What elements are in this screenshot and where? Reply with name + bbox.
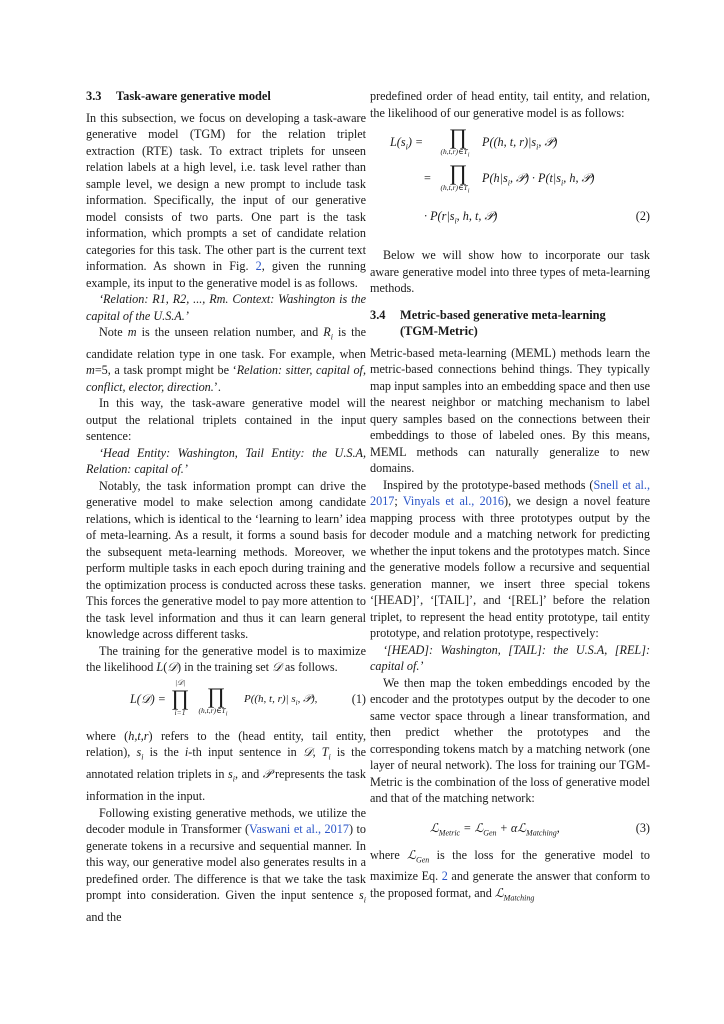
- left-column: [86, 88, 366, 926]
- example-output: ‘Head Entity: Washington, Tail Entity: the U.S.A, Relation: capital of.’: [86, 445, 366, 477]
- paragraph-intro: In this subsection, we focus on developing a task-aware generative model (TGM) for the relation triplet extraction (RTE) task. To extract triplets for unseen relation labels at a high level, i.e. task level rather than sample level, we design a new prompt to include task information. Specifically, the input of our generative model consists of two parts. One part is the task information, which prompts a set of candidate relation categories for this task. The other part is the current text information. As shown in Fig. 2, given the running example, its input to the generative model is as follows.: [86, 110, 366, 290]
- paragraph-in-this-way: In this way, the task-aware generative model will output the relational triplets contained in the input sentence:: [86, 396, 366, 444]
- paragraph-predefined: predefined order of head entity, tail entity, and relation, the likelihood of our generative model is as follows:: [370, 89, 650, 120]
- paragraph-note: Note m is the unseen relation number, and $R_i$ is the candidate relation type in one task. For example, when m=5, a task prompt might be ‘Relation: sitter, capital of, conflict, elector, direction.’.: [86, 325, 367, 394]
- paragraph-where: where (h,t,r) refers to the (head entity, tail entity, relation), $s_i$ is the i-th input sentence in 𝒟, $T_i$ is the annotated relation triplets in $s_i$, and 𝒫 represents the task information in the input.: [86, 728, 367, 804]
- section-heading-3-3: 3.3 Task-aware generative model: [86, 89, 271, 103]
- example-prompt: ‘Relation: R1, R2, ..., Rm. Context: Washington is the capital of the U.S.A.’: [86, 292, 366, 323]
- paragraph-training: The training for the generative model is to maximize the likelihood L(𝒟) in the training set 𝒟 as follows.: [86, 643, 366, 675]
- paragraph-following: Following existing generative methods, we utilize the decoder module in Transformer (Vaswani et al., 2017) to generate tokens in a recursive and sequential manner. In this way, our generative model also generates results in a predefined order. The difference is that we take the task prompt into consideration. Given the input sentence $s_i$ and the: [86, 805, 366, 925]
- paragraph-inspired: Inspired by the prototype-based methods (Snell et al., 2017; Vinyals et al., 2016), we design a novel feature mapping process with three prototypes output by the decoder module and a matching network for predicting whether the input tokens and the prototypes match. Since the generative models follow a recursive and sequential generation manner, we insert three special tokens ‘[HEAD]’, ‘[TAIL]’, and ‘[REL]’ before the relation triplet, to represent the head entity prototype, tail entity prototype, and relation prototype, respectively:: [370, 477, 651, 640]
- equation-3: ℒ$_{Metric}$ = ℒ$_{Gen}$ + αℒ$_{Matching}$, (3): [430, 820, 650, 837]
- citation-vinyals[interactable]: Vinyals et al., 2016: [402, 494, 505, 508]
- equation-link[interactable]: 2: [441, 869, 448, 884]
- example-special-tokens: ‘[HEAD]: Washington, [TAIL]: the U.S.A, [REL]: capital of.’: [370, 642, 650, 673]
- section-heading-3-4: 3.4 Metric-based generative meta-learning (TGM-Metric): [370, 307, 606, 338]
- paragraph-notably: Notably, the task information prompt can drive the generative model to make selection among candidate relations, which is identical to the ‘learning to learn’ idea of meta-learning. As a result, it forms a sound basis for the subsequent meta-learning methods. Moreover, we perform multiple tasks in each epoch during training and the optimization process is conducted across these tasks. This forces the generative model to pay more attention to the task level information and thus it can learn general knowledge across different tasks.: [86, 478, 366, 642]
- paragraph-where-loss: where ℒ$_{Gen}$ is the loss for the generative model to maximize Eq. 2 and generate the answer that conform to the proposed format, and ℒ$_{Matching}$: [370, 847, 651, 903]
- figure-link[interactable]: 2: [255, 259, 262, 273]
- paragraph-meml: Metric-based meta-learning (MEML) methods learn the metric-based connections behind things. They typically map input samples into an embedding space and then use the nearest neighbor or matching mechanism to label query samples based on the connections between their embeddings to those of labeled ones. By this means, MEML methods can naturally generalize to new domains.: [370, 345, 650, 475]
- right-column: [370, 88, 650, 907]
- equation-2: $L(s_i)$ = ∏ $(h,t,r)\in T_i$ P((h, t, $r)|s_i$, 𝒫) = ∏ $(h,t,r)\in T_i$ $P(h|s_i$, 𝒫) · $P(t|s_i$, h, 𝒫) · $P(r|s_i$, h, t, 𝒫) (2): [390, 124, 650, 226]
- equation-1: L(𝒟) = |𝒟| ∏ i=1 ∏ $(h,t,r)\in T_i$ P((h, t, r)| $s_i$, 𝒫), (1): [130, 677, 366, 718]
- citation-vaswani[interactable]: Vaswani et al., 2017: [249, 822, 349, 837]
- paragraph-map: We then map the token embeddings encoded by the encoder and the prototypes output by the decoder to one same vector space through a linear transformation, and then predict whether the prototypes and the corresponding tokens match by a matching network (one layer of neural network). The loss for training our TGM-Metric is the combination of the loss of generative model and that of the matching network:: [370, 675, 650, 805]
- citation-snell[interactable]: Snell et al., 2017: [370, 477, 650, 508]
- paragraph-below: Below we will show how to incorporate our task aware generative model into three types of meta-learning methods.: [370, 248, 650, 295]
